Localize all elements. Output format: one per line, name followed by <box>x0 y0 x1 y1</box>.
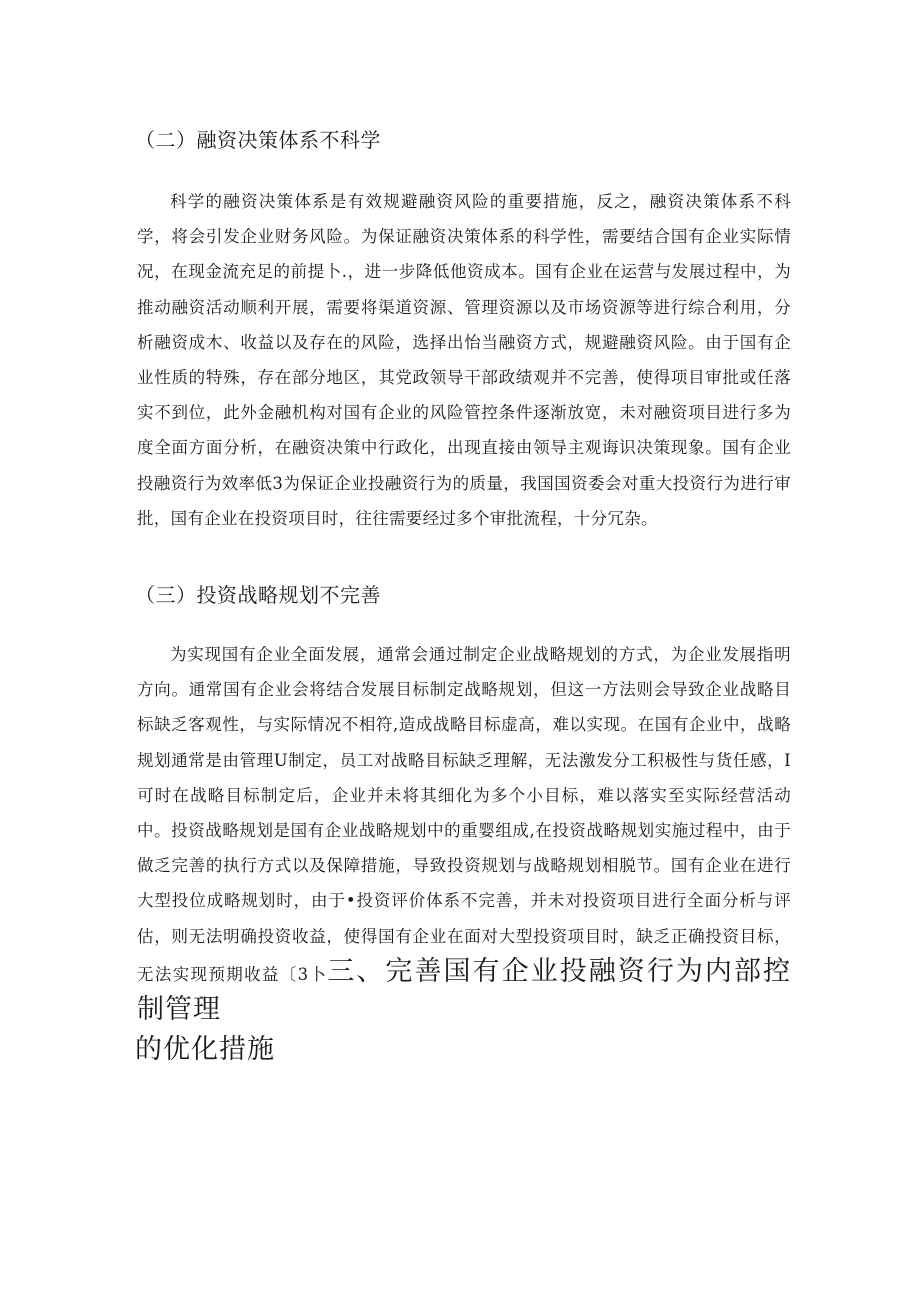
paragraph-investment-strategy-text: 为实现国有企业全面发展，通常会通过制定企业战略规划的方式，为企业发展指明方向。通常国有企业会将结合发展目标制定战略规划，但这一方法则会导致企业战略目标缺乏客观性，与实际情况不相符,造成战略目标虚高，难以实现。在国有企业中，战略规划通常是由管理U制定，员工对战略目标缺乏理解，无法激发分工积极性与货任感，I可时在战略目标制定后，企业并未将其细化为多个小目标，难以落实至实际经营活动中。投资战略规划是国有企业战略规划中的重婴组成,在投资战略规划实施过程中，由于做乏完善的执行方式以及保障措施，导致投资规划与战略规划相脱节。国有企业在进行大型投位成略规划时，由于•投资评价体系不完善，并未对投资项目进行全面分析与评估，则无法明确投资收益，使得国有企业在面对大型投资项目时，缺乏正确投资目标，无法实现预期收益〔3卜 <box>137 645 791 984</box>
section-heading-financing-decision: （二）融资决策体系不科学 <box>135 128 381 152</box>
section-heading-investment-strategy: （三）投资战略规划不完善 <box>135 583 381 607</box>
chapter-title-inline: 三、完善国有企业投融资行为内部控制管理 <box>137 955 791 1026</box>
chapter-title-tail: 的优化措施 <box>135 1034 275 1066</box>
paragraph-investment-strategy <box>137 637 791 1070</box>
paragraph-financing-decision: 科学的融资决策体系是有效规避融资风险的重要措施，反之，融资决策体系不科学，将会引发企业财务风险。为保证融资决策体系的科学性，需要结合国有企业实际情况，在现金流充足的前提卜.，进一步降低他资成本。国有企业在运营与发展过程中，为推动融资活动顺利开展，需要将渠道资源、管理资源以及市场资源等进行综合利用，分析融资成木、收益以及存在的风险，选择出怡当融资方式，规避融资风险。由于国有企业性质的特殊，存在部分地区，其党政领导干部政绩观并不完善，使得项目审批或任落实不到位，此外金融机构对国有企业的风险管控条件逐渐放宽，未对融资项目进行多为度全面方面分析，在融资决策中行政化，出现直接由领导主观诲识决策现象。国有企业投融资行为效率低3为保证企业投融资行为的质量，我国国资委会对重大投资行为进行审批，国有企业在投资项目时，往往需要经过多个审批流程，十分冗杂。 <box>137 192 791 528</box>
